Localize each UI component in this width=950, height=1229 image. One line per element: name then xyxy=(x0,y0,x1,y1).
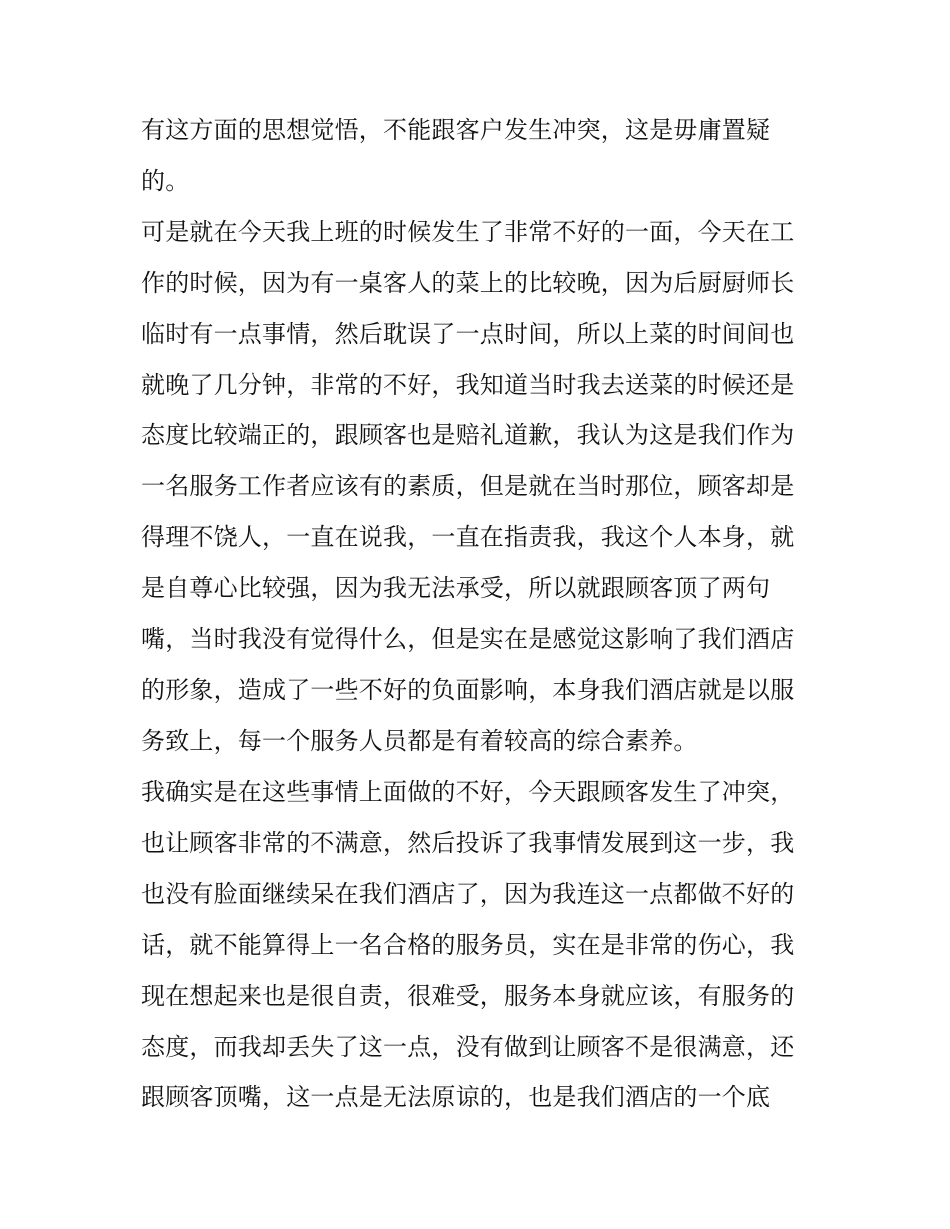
text-line: 态度比较端正的，跟顾客也是赔礼道歉，我认为这是我们作为 xyxy=(141,421,795,449)
text-line: 得理不饶人，一直在说我，一直在指责我，我这个人本身，就 xyxy=(141,523,795,551)
text-line: 一名服务工作者应该有的素质，但是就在当时那位，顾客却是 xyxy=(141,472,795,500)
text-line: 态度，而我却丢失了这一点，没有做到让顾客不是很满意，还 xyxy=(141,1033,795,1061)
text-line: 现在想起来也是很自责，很难受，服务本身就应该，有服务的 xyxy=(141,982,795,1010)
text-line: 我确实是在这些事情上面做的不好，今天跟顾客发生了冲突， xyxy=(141,778,795,806)
text-line: 务致上，每一个服务人员都是有着较高的综合素养。 xyxy=(141,727,698,755)
text-line: 就晚了几分钟，非常的不好，我知道当时我去送菜的时候还是 xyxy=(141,371,795,399)
text-line: 有这方面的思想觉悟，不能跟客户发生冲突，这是毋庸置疑 xyxy=(141,116,771,144)
text-line: 也没有脸面继续呆在我们酒店了，因为我连这一点都做不好的 xyxy=(141,880,795,908)
text-line: 跟顾客顶嘴，这一点是无法原谅的，也是我们酒店的一个底 xyxy=(141,1083,771,1111)
text-line: 的形象，造成了一些不好的负面影响，本身我们酒店就是以服 xyxy=(141,676,795,704)
text-line: 话，就不能算得上一名合格的服务员，实在是非常的伤心，我 xyxy=(141,931,795,959)
text-line: 作的时候，因为有一桌客人的菜上的比较晚，因为后厨厨师长 xyxy=(141,269,795,297)
text-line: 可是就在今天我上班的时候发生了非常不好的一面，今天在工 xyxy=(141,218,795,246)
text-line: 嘴，当时我没有觉得什么，但是实在是感觉这影响了我们酒店 xyxy=(141,625,795,653)
text-line: 是自尊心比较强，因为我无法承受，所以就跟顾客顶了两句 xyxy=(141,574,771,602)
text-line: 也让顾客非常的不满意，然后投诉了我事情发展到这一步，我 xyxy=(141,829,795,857)
text-line: 的。 xyxy=(141,167,190,195)
text-line: 临时有一点事情，然后耽误了一点时间，所以上菜的时间间也 xyxy=(141,320,795,348)
